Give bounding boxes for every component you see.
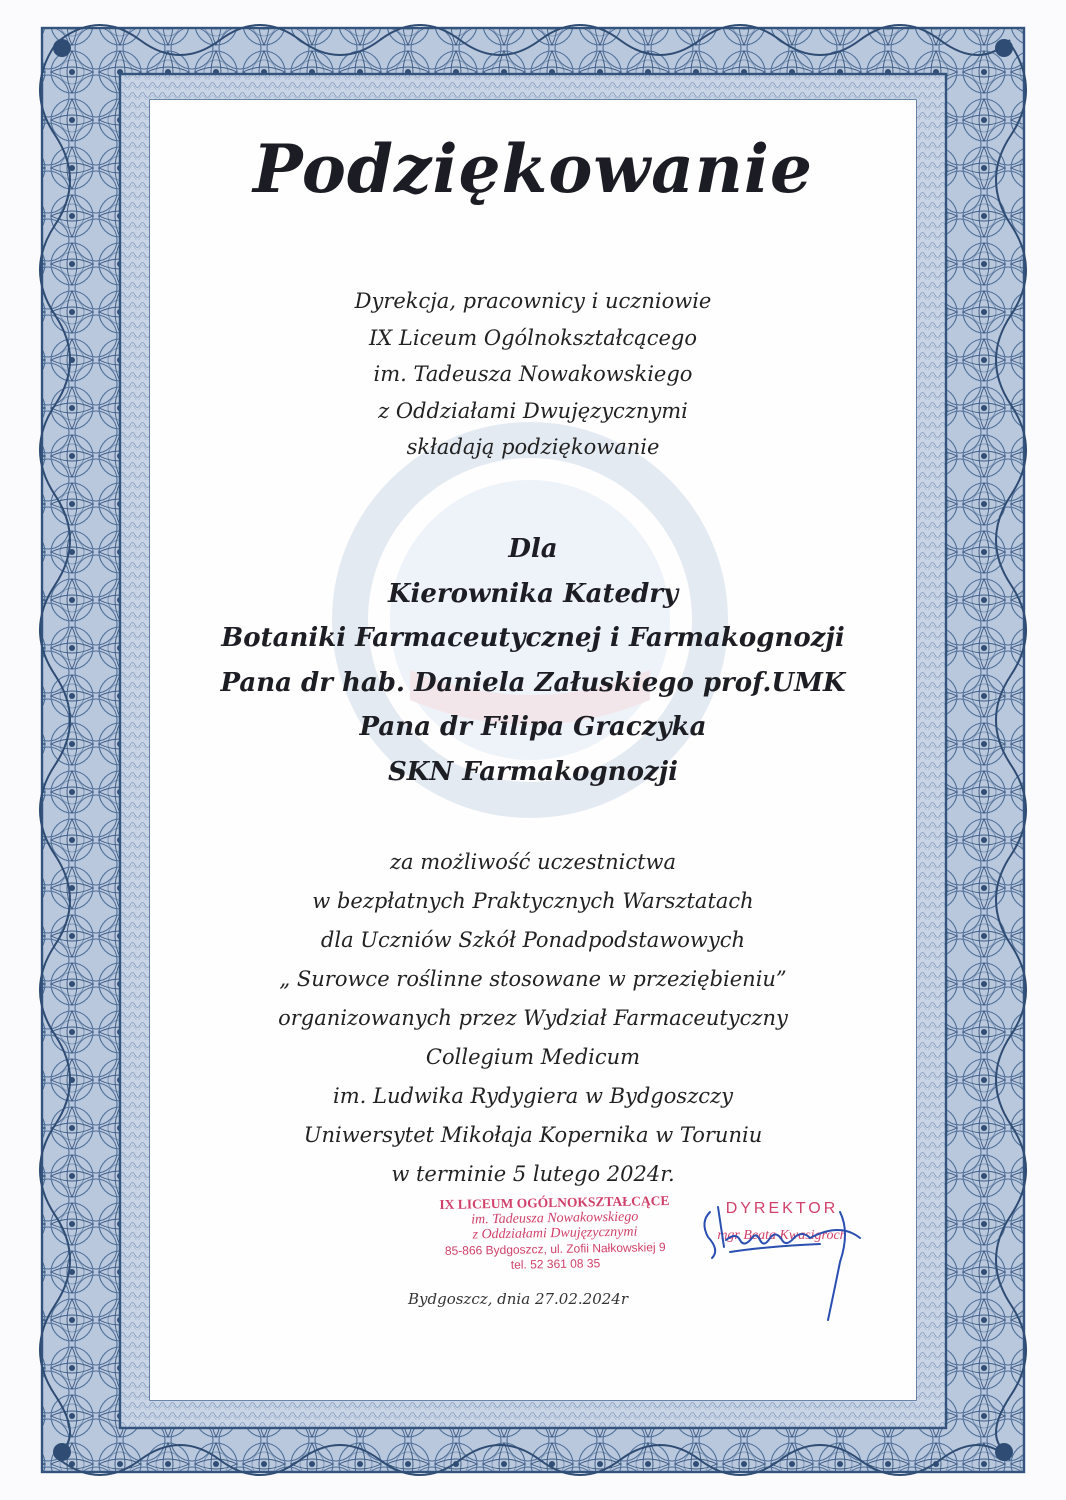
signature <box>690 1192 880 1332</box>
recipient-line: Pana dr hab. Daniela Załuskiego prof.UMK <box>220 667 846 698</box>
stamp-line: im. Tadeusza Nowakowskiego <box>471 1209 639 1227</box>
recipient-line: Kierownika Katedry <box>387 578 679 609</box>
place-date: Bydgoszcz, dnia 27.02.2024r <box>408 1290 628 1308</box>
body-line: w terminie 5 lutego 2024r. <box>391 1162 675 1186</box>
recipient-line: Dla <box>508 534 558 564</box>
recipient-block <box>150 527 916 794</box>
recipient-line: Pana dr Filipa Graczyka <box>359 712 707 742</box>
intro-line: IX Liceum Ogólnokształcącego <box>369 325 697 350</box>
intro-line: Dyrekcja, pracownicy i uczniowie <box>354 289 712 313</box>
intro-line: im. Tadeusza Nowakowskiego <box>373 362 693 386</box>
body-line: im. Ludwika Rydygiera w Bydgoszczy <box>333 1084 733 1108</box>
stamp-line: z Oddziałami Dwujęzycznymi <box>472 1224 638 1243</box>
stamp-title: IX LICEUM OGÓLNOKSZTAŁCĄCE <box>439 1192 670 1213</box>
recipient-line: Botaniki Farmaceutycznej i Farmakognozji <box>221 623 845 653</box>
director-title: DYREKTOR <box>725 1200 839 1217</box>
director-name: mgr Beata Kwasigroch <box>717 1228 847 1243</box>
stamp-address: 85-866 Bydgoszcz, ul. Zofii Nałkowskiej 9 <box>444 1239 666 1258</box>
body-line: organizowanych przez Wydział Farmaceutyczny <box>278 1006 788 1030</box>
body-line: Uniwersytet Mikołaja Kopernika w Toruniu <box>303 1123 763 1147</box>
body-block <box>150 843 916 1194</box>
school-stamp <box>419 1193 690 1275</box>
recipient-line: SKN Farmakognozji <box>388 756 678 787</box>
body-line: w bezpłatnych Praktycznych Warsztatach <box>312 889 754 913</box>
intro-line: z Oddziałami Dwujęzycznymi <box>378 398 688 423</box>
body-line: za możliwość uczestnictwa <box>389 850 677 874</box>
body-line: dla Uczniów Szkół Ponadpodstawowych <box>320 928 746 952</box>
certificate-title: Podziękowanie <box>253 130 813 208</box>
intro-block <box>150 283 916 466</box>
body-line: Collegium Medicum <box>425 1045 641 1069</box>
body-line: „ Surowce roślinne stosowane w przeziębieniu” <box>279 967 787 991</box>
intro-line: składają podziękowanie <box>406 435 660 459</box>
stamp-phone: tel. 52 361 08 35 <box>510 1256 601 1272</box>
